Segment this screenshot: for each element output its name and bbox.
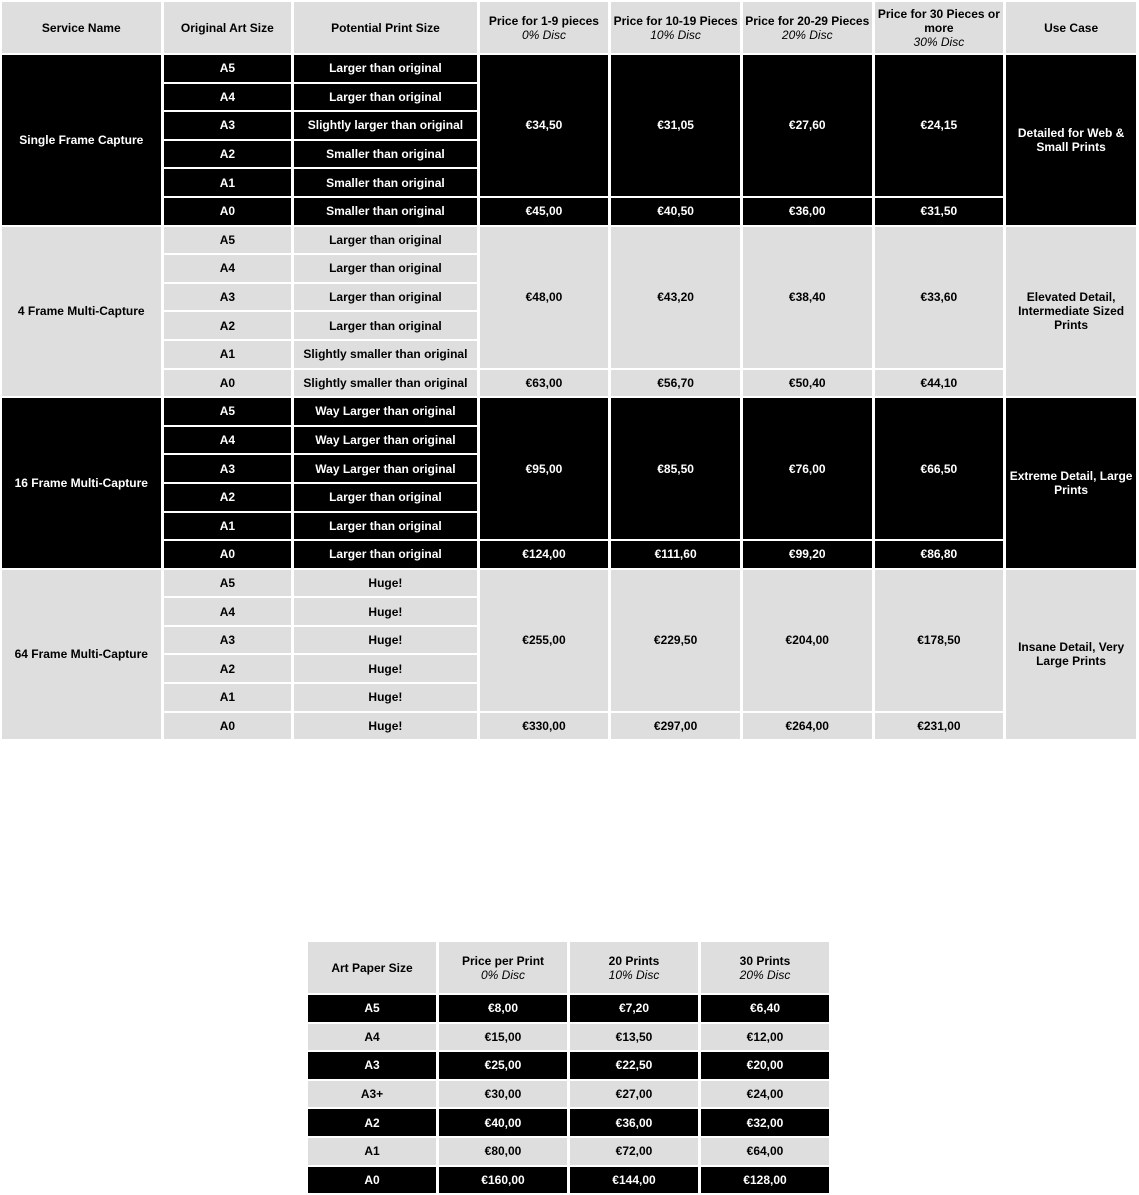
art-size: A1 (164, 169, 292, 196)
price-a0: €111,60 (611, 541, 740, 568)
art-size: A3 (164, 627, 292, 654)
paper-price: €80,00 (439, 1138, 567, 1165)
print-size: Huge! (294, 627, 476, 654)
header-use-case-label: Use Case (1044, 20, 1099, 35)
price-a5-a1: €76,00 (743, 398, 872, 539)
paper-price: €72,00 (570, 1138, 698, 1165)
header-30-prints (701, 942, 829, 993)
art-size: A5 (164, 570, 292, 597)
paper-price: €13,50 (570, 1024, 698, 1051)
paper-price: €32,00 (701, 1109, 829, 1136)
art-size: A2 (164, 655, 292, 682)
header-potential-print-size (294, 2, 476, 53)
price-a5-a1: €178,50 (875, 570, 1004, 711)
table-row (2, 398, 1136, 425)
paper-price: €6,40 (701, 995, 829, 1022)
price-a5-a1: €48,00 (480, 227, 609, 368)
header-20-prints-discount: 10% Disc (608, 967, 660, 982)
paper-row (308, 1167, 829, 1194)
header-original-art-size (164, 2, 292, 53)
table-row (2, 370, 1136, 397)
price-a0: €124,00 (480, 541, 609, 568)
table-row (2, 541, 1136, 568)
paper-price: €22,50 (570, 1052, 698, 1079)
print-size: Way Larger than original (294, 455, 476, 482)
header-price-20-29-label: Price for 20-29 Pieces (745, 13, 870, 28)
paper-size: A4 (308, 1024, 436, 1051)
paper-price: €12,00 (701, 1024, 829, 1051)
print-size: Larger than original (294, 84, 476, 111)
paper-header-row (308, 942, 829, 993)
art-size: A4 (164, 427, 292, 454)
art-size: A3 (164, 455, 292, 482)
price-a0: €45,00 (480, 198, 609, 225)
header-original-art-size-label: Original Art Size (180, 20, 274, 35)
paper-size: A5 (308, 995, 436, 1022)
price-a5-a1: €33,60 (875, 227, 1004, 368)
paper-price: €25,00 (439, 1052, 567, 1079)
paper-price: €40,00 (439, 1109, 567, 1136)
price-a0: €99,20 (743, 541, 872, 568)
price-a5-a1: €95,00 (480, 398, 609, 539)
header-price-30-plus-label: Price for 30 Pieces or more (877, 6, 1000, 35)
print-size: Slightly smaller than original (294, 341, 476, 368)
paper-size: A1 (308, 1138, 436, 1165)
print-size: Smaller than original (294, 169, 476, 196)
use-case: Elevated Detail, Intermediate Sized Prints (1006, 227, 1136, 397)
art-size: A2 (164, 484, 292, 511)
art-size: A0 (164, 713, 292, 740)
paper-row (308, 1109, 829, 1136)
paper-price: €64,00 (701, 1138, 829, 1165)
print-size: Larger than original (294, 484, 476, 511)
print-size: Way Larger than original (294, 398, 476, 425)
paper-row (308, 1024, 829, 1051)
art-size: A3 (164, 284, 292, 311)
art-size: A4 (164, 84, 292, 111)
print-size: Larger than original (294, 513, 476, 540)
print-size: Larger than original (294, 227, 476, 254)
header-price-30-plus (875, 2, 1004, 53)
price-a0: €56,70 (611, 370, 740, 397)
price-a5-a1: €27,60 (743, 55, 872, 196)
service-name: Single Frame Capture (2, 55, 161, 225)
table-row (2, 55, 1136, 82)
header-price-10-19 (611, 2, 740, 53)
header-20-prints-label: 20 Prints (608, 953, 660, 968)
service-name: 4 Frame Multi-Capture (2, 227, 161, 397)
header-service-name (2, 2, 161, 53)
header-price-20-29 (743, 2, 872, 53)
price-a5-a1: €255,00 (480, 570, 609, 711)
print-size: Way Larger than original (294, 427, 476, 454)
paper-size: A3+ (308, 1081, 436, 1108)
paper-price: €24,00 (701, 1081, 829, 1108)
paper-price: €128,00 (701, 1167, 829, 1194)
table-row (2, 570, 1136, 597)
price-a0: €264,00 (743, 713, 872, 740)
use-case: Insane Detail, Very Large Prints (1006, 570, 1136, 740)
art-size: A0 (164, 541, 292, 568)
price-a5-a1: €34,50 (480, 55, 609, 196)
price-a5-a1: €66,50 (875, 398, 1004, 539)
art-size: A0 (164, 198, 292, 225)
art-size: A2 (164, 141, 292, 168)
paper-size: A3 (308, 1052, 436, 1079)
paper-price: €30,00 (439, 1081, 567, 1108)
paper-price: €36,00 (570, 1109, 698, 1136)
header-art-paper-size-label: Art Paper Size (331, 960, 413, 975)
art-size: A2 (164, 312, 292, 339)
header-price-per-print-discount: 0% Disc (480, 967, 525, 982)
price-a0: €50,40 (743, 370, 872, 397)
paper-price: €144,00 (570, 1167, 698, 1194)
paper-row (308, 995, 829, 1022)
print-size: Larger than original (294, 541, 476, 568)
header-price-20-29-discount: 20% Disc (781, 27, 833, 42)
table-row (2, 713, 1136, 740)
header-art-paper-size (308, 942, 436, 993)
paper-price: €27,00 (570, 1081, 698, 1108)
header-price-10-19-discount: 10% Disc (650, 27, 701, 42)
header-30-prints-discount: 20% Disc (739, 967, 791, 982)
price-a5-a1: €229,50 (611, 570, 740, 711)
price-a5-a1: €38,40 (743, 227, 872, 368)
header-price-1-9-label: Price for 1-9 pieces (488, 13, 599, 28)
price-a0: €297,00 (611, 713, 740, 740)
price-a0: €231,00 (875, 713, 1004, 740)
price-a5-a1: €31,05 (611, 55, 740, 196)
header-30-prints-label: 30 Prints (739, 953, 791, 968)
header-row (2, 2, 1136, 53)
art-size: A1 (164, 513, 292, 540)
print-size: Huge! (294, 598, 476, 625)
paper-price: €160,00 (439, 1167, 567, 1194)
print-size: Larger than original (294, 255, 476, 282)
paper-row (308, 1138, 829, 1165)
price-a0: €40,50 (611, 198, 740, 225)
price-a0: €44,10 (875, 370, 1004, 397)
service-name: 64 Frame Multi-Capture (2, 570, 161, 740)
service-name: 16 Frame Multi-Capture (2, 398, 161, 568)
header-price-per-print-label: Price per Print (461, 953, 545, 968)
paper-size: A0 (308, 1167, 436, 1194)
paper-size: A2 (308, 1109, 436, 1136)
art-size: A5 (164, 55, 292, 82)
price-a5-a1: €85,50 (611, 398, 740, 539)
header-service-name-label: Service Name (41, 20, 121, 35)
price-a0: €36,00 (743, 198, 872, 225)
header-20-prints (570, 942, 698, 993)
paper-price: €20,00 (701, 1052, 829, 1079)
print-size: Smaller than original (294, 198, 476, 225)
art-size: A5 (164, 398, 292, 425)
art-size: A1 (164, 684, 292, 711)
header-price-10-19-label: Price for 10-19 Pieces (613, 13, 738, 28)
print-size: Huge! (294, 655, 476, 682)
print-size: Huge! (294, 684, 476, 711)
paper-price: €15,00 (439, 1024, 567, 1051)
art-size: A0 (164, 370, 292, 397)
print-size: Smaller than original (294, 141, 476, 168)
price-a0: €31,50 (875, 198, 1004, 225)
price-a0: €330,00 (480, 713, 609, 740)
price-a5-a1: €43,20 (611, 227, 740, 368)
paper-row (308, 1081, 829, 1108)
header-price-30-plus-discount: 30% Disc (913, 34, 965, 49)
header-potential-print-size-label: Potential Print Size (331, 20, 440, 35)
print-size: Larger than original (294, 284, 476, 311)
art-size: A5 (164, 227, 292, 254)
print-size: Slightly smaller than original (294, 370, 476, 397)
print-size: Huge! (294, 570, 476, 597)
use-case: Extreme Detail, Large Prints (1006, 398, 1136, 568)
header-price-1-9-discount: 0% Disc (521, 27, 566, 42)
paper-price: €7,20 (570, 995, 698, 1022)
price-a5-a1: €24,15 (875, 55, 1004, 196)
use-case: Detailed for Web & Small Prints (1006, 55, 1136, 225)
table-row (2, 227, 1136, 254)
header-use-case (1006, 2, 1136, 53)
price-a0: €86,80 (875, 541, 1004, 568)
paper-price: €8,00 (439, 995, 567, 1022)
art-paper-pricing-table (305, 940, 832, 1195)
print-size: Larger than original (294, 312, 476, 339)
header-price-1-9 (480, 2, 609, 53)
header-price-per-print (439, 942, 567, 993)
print-size: Slightly larger than original (294, 112, 476, 139)
art-size: A1 (164, 341, 292, 368)
print-size: Huge! (294, 713, 476, 740)
price-a5-a1: €204,00 (743, 570, 872, 711)
price-a0: €63,00 (480, 370, 609, 397)
art-size: A4 (164, 598, 292, 625)
print-size: Larger than original (294, 55, 476, 82)
art-size: A4 (164, 255, 292, 282)
art-size: A3 (164, 112, 292, 139)
paper-row (308, 1052, 829, 1079)
table-row (2, 198, 1136, 225)
